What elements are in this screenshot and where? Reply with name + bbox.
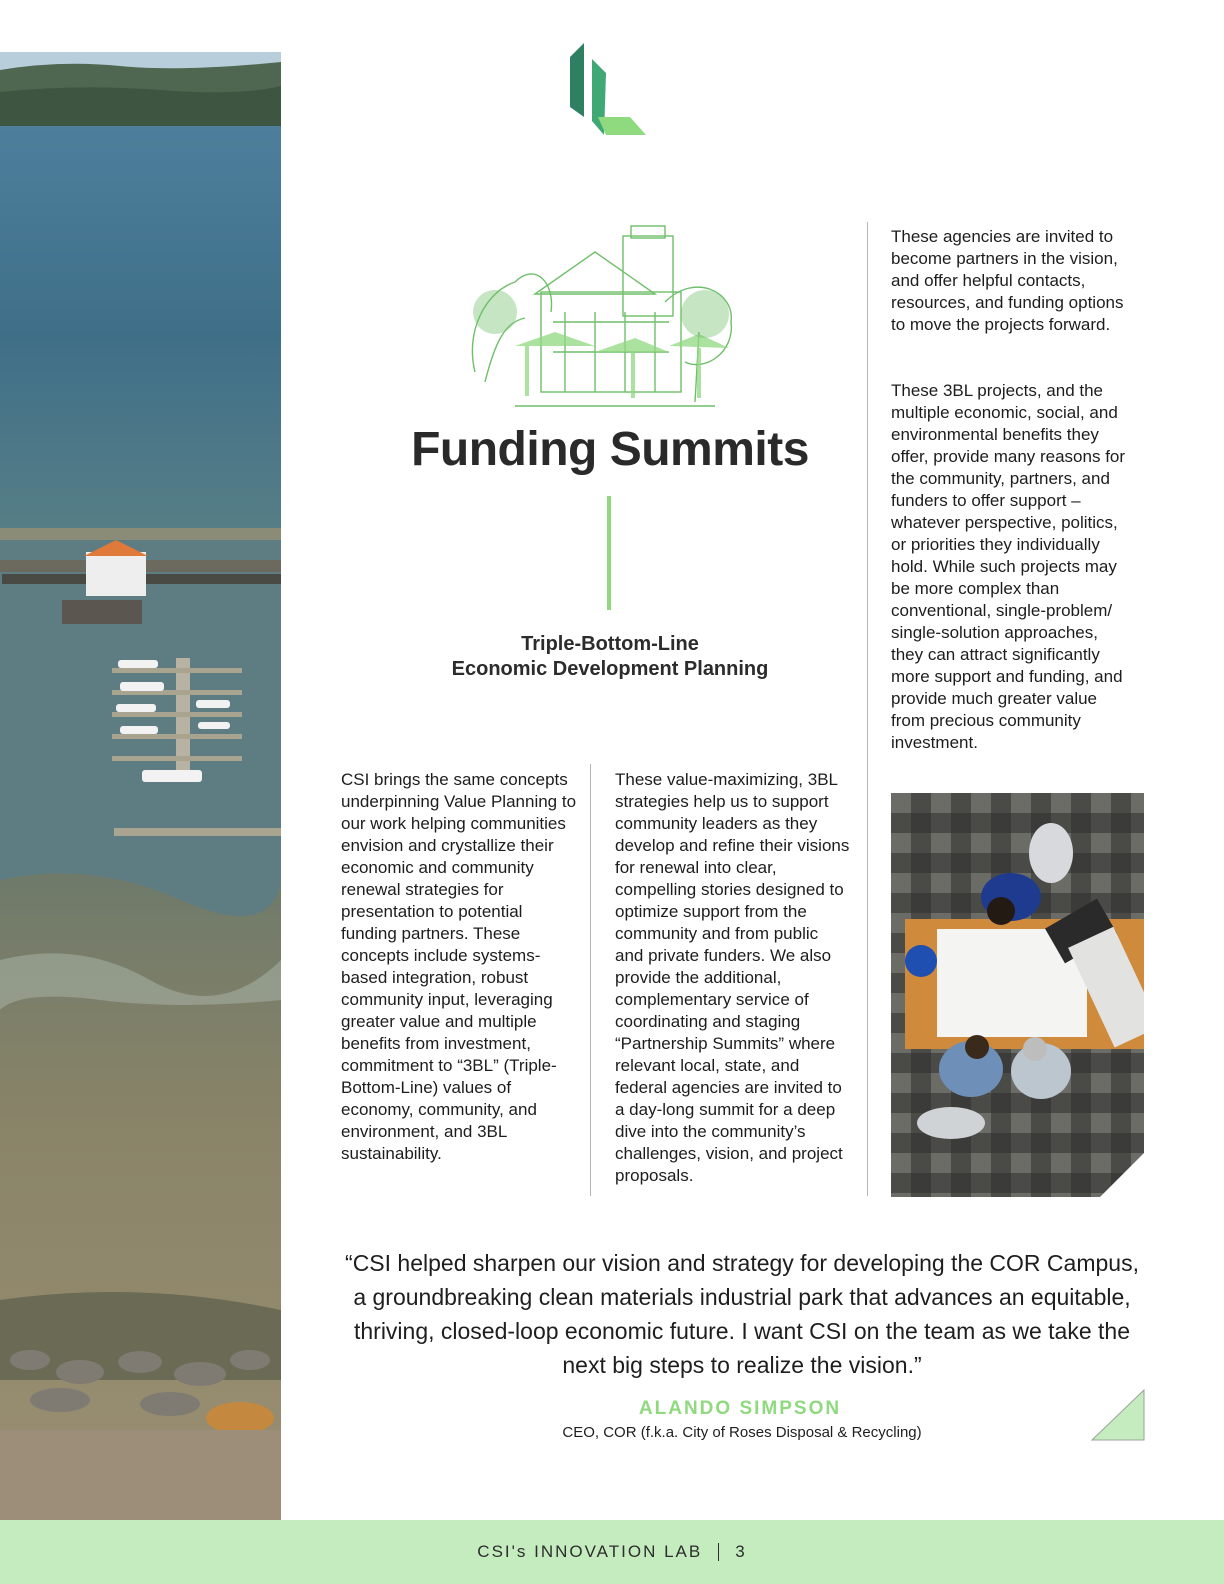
subtitle-line-2: Economic Development Planning bbox=[451, 658, 769, 680]
footer-separator bbox=[718, 1543, 719, 1561]
aerial-harbor-photo bbox=[0, 0, 281, 1520]
subtitle bbox=[405, 632, 815, 682]
body-column-1: CSI brings the same concepts underpinning Value Planning to our work helping communities envision and crystallize their economic and community renewal strategies for presentation to potential funding partners. These concepts include systems-based integration, robust community input, leveraging greater value and multiple benefits from investment, commitment to “3BL” (Triple-Bottom-Line) values of economy, community, and environment, and 3BL sustainability. bbox=[341, 770, 577, 1163]
accent-divider bbox=[607, 496, 611, 610]
testimonial-role: CEO, COR (f.k.a. City of Roses Disposal & Recycling) bbox=[562, 1424, 922, 1441]
page-title: Funding Summits bbox=[411, 423, 809, 476]
footer-label: CSI's INNOVATION LAB bbox=[477, 1542, 703, 1561]
triangle-accent-icon bbox=[1090, 1388, 1146, 1442]
footer-text bbox=[0, 1520, 1224, 1584]
team-meeting-photo bbox=[891, 793, 1144, 1197]
footer bbox=[0, 1520, 1224, 1584]
page-number: 3 bbox=[735, 1542, 747, 1561]
subtitle-line-1: Triple-Bottom-Line bbox=[521, 633, 699, 655]
column-divider-2 bbox=[867, 222, 868, 1196]
body-column-3-paragraph-1: These agencies are invited to become partners in the vision, and offer helpful contacts, resources, and funding options to move the projects forward. bbox=[891, 227, 1124, 334]
column-divider-1 bbox=[590, 764, 591, 1196]
body-column-3-paragraph-2: These 3BL projects, and the multiple economic, social, and environmental benefits they offer, provide many reasons for the community, partners, and funders to offer support – whatever perspective, politics, or priorities they individually hold. While such projects may be more complex than conventional, single-problem/ single-solution approaches, they can attract significantly more support and funding, and provide much greater value from precious community investment. bbox=[891, 381, 1126, 752]
l-logo-icon bbox=[570, 43, 650, 139]
testimonial-name: ALANDO SIMPSON bbox=[638, 1398, 842, 1419]
testimonial-quote: “CSI helped sharpen our vision and strategy for developing the COR Campus, a groundbreaking clean materials industrial park that advances an equitable, thriving, closed-loop economic future. I want CSI on the team as we take the next big steps to realize the vision.” bbox=[345, 1250, 1139, 1378]
body-column-2: These value-maximizing, 3BL strategies help us to support community leaders as they develop and refine their visions for renewal into clear, compelling stories designed to optimize support from the community and from public and private funders. We also provide the additional, complementary service of coordinating and staging “Partnership Summits” where relevant local, state, and federal agencies are invited to a day-long summit for a deep dive into the community’s challenges, vision, and project proposals. bbox=[615, 770, 850, 1185]
building-sketch-illustration bbox=[455, 222, 745, 418]
